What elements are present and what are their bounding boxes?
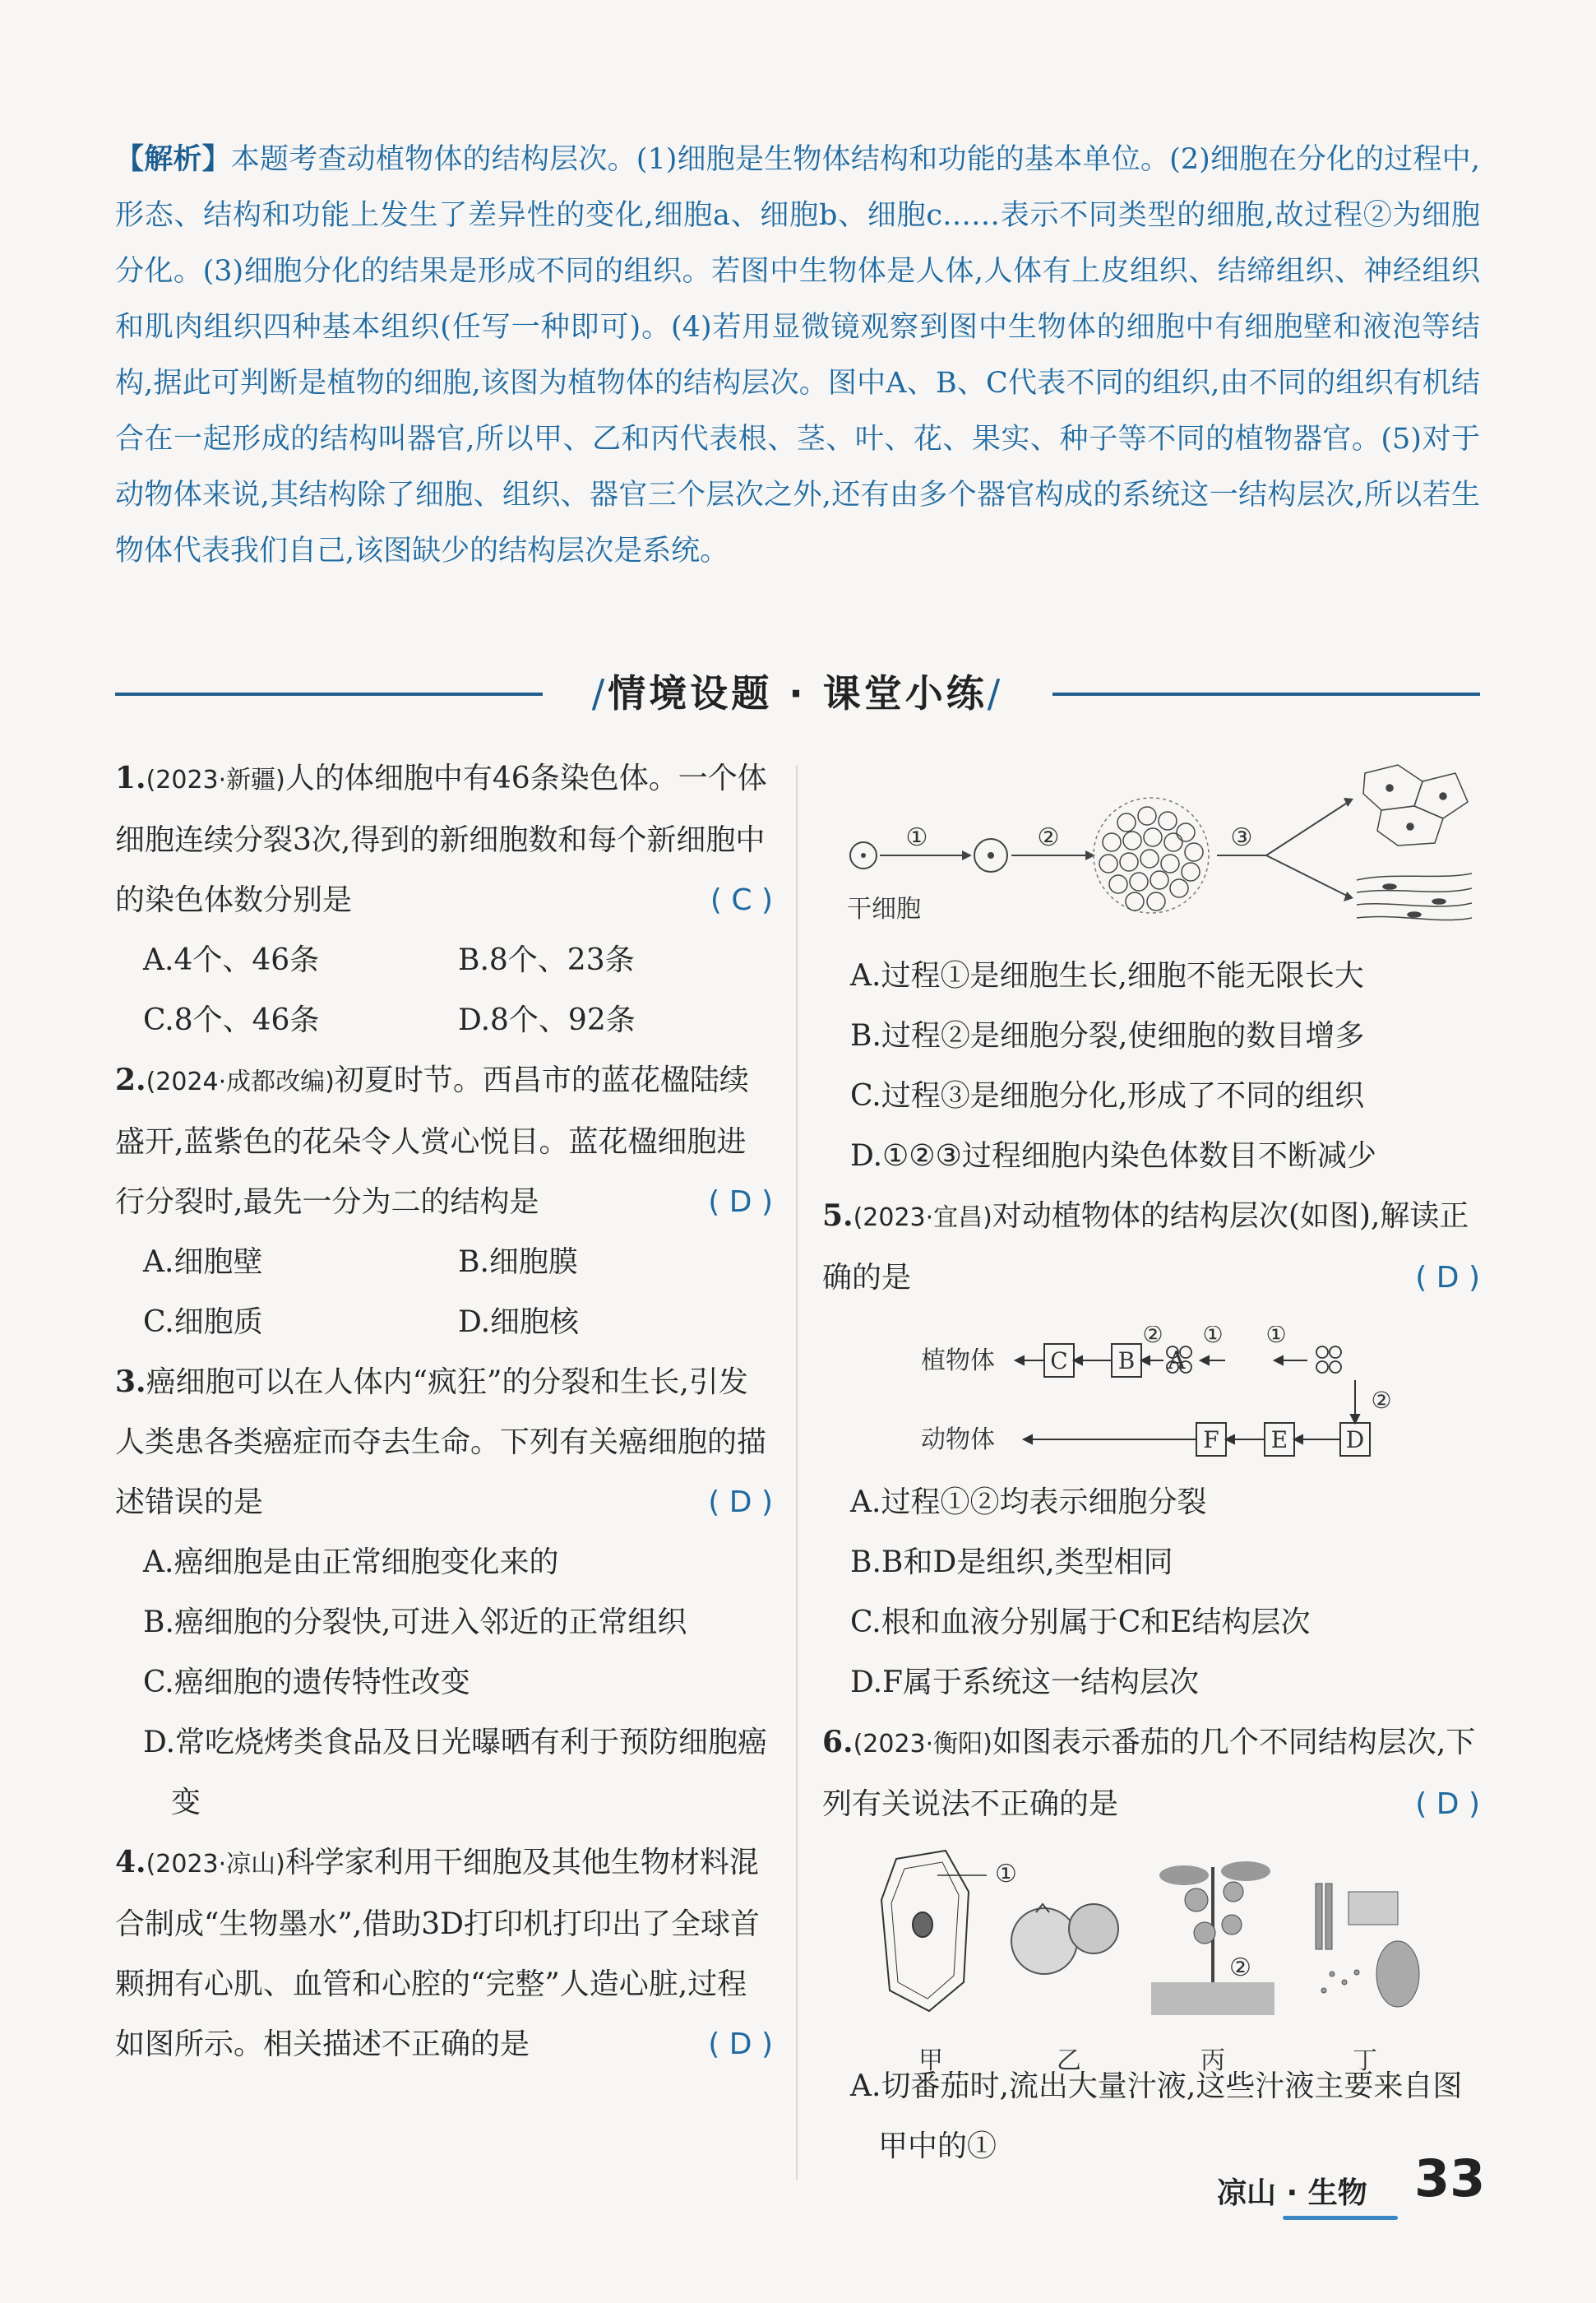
question-2 <box>115 1050 773 1352</box>
option-c: C.过程③是细胞分化,形成了不同的组织 <box>850 1079 1365 1113</box>
footer-subject: 凉山 · 生物 <box>1217 2176 1367 2210</box>
hierarchy-figure <box>921 1326 1431 1482</box>
mark-2: ② <box>1229 1953 1251 1982</box>
option-d: D.8个、92条 <box>458 1003 636 1037</box>
box-c: C <box>1050 1347 1068 1374</box>
section-rule-left <box>115 693 543 696</box>
option-a: A.癌细胞是由正常细胞变化来的 <box>143 1545 559 1579</box>
option-c: C.根和血液分别属于C和E结构层次 <box>850 1606 1311 1639</box>
options-row <box>115 1232 773 1292</box>
question-stem: 初夏时节。西昌市的蓝花楹陆续盛开,蓝紫色的花朵令人赏心悦目。蓝花楹细胞进行分裂时,最先一分为二的结构是 <box>115 1063 749 1219</box>
question-number: 3. <box>115 1365 146 1399</box>
stem-cell-figure <box>847 757 1472 946</box>
animal-label: 动物体 <box>921 1425 995 1454</box>
section-slash-right: / <box>987 671 1004 716</box>
analysis-block <box>115 132 1480 579</box>
option-c: C.细胞质 <box>143 1305 263 1339</box>
question-source: (2024·成都改编) <box>146 1068 335 1096</box>
question-5 <box>822 1186 1480 1308</box>
question-number: 6. <box>822 1725 854 1759</box>
page-number: 33 <box>1414 2148 1486 2208</box>
left-column <box>115 748 773 2074</box>
option-d: D.F属于系统这一结构层次 <box>850 1666 1200 1699</box>
option-d: D.①②③过程细胞内染色体数目不断减少 <box>850 1139 1376 1173</box>
question-stem: 癌细胞可以在人体内“疯狂”的分裂和生长,引发人类患各类癌症而夺去生命。下列有关癌细胞的描述错误的是 <box>115 1365 767 1519</box>
section-title-text: 情境设题 · 课堂小练 <box>608 671 988 716</box>
step-1-label: ① <box>905 823 928 852</box>
option-a: A.4个、46条 <box>143 943 320 977</box>
epithelial-tissue <box>1363 765 1468 846</box>
question-source: (2023·凉山) <box>146 1850 285 1879</box>
question-number: 1. <box>115 761 146 795</box>
options-row <box>115 1292 773 1352</box>
question-source: (2023·宜昌) <box>853 1203 992 1232</box>
question-number: 5. <box>822 1198 854 1233</box>
question-stem: 科学家利用干细胞及其他生物材料混合制成“生物墨水”,借助3D打印机打印出了全球首颗拥有心肌、血管和心腔的“完整”人造心脏,过程如图所示。相关描述不正确的是 <box>115 1846 761 2061</box>
step-1-mark-b: ① <box>1265 1326 1287 1348</box>
question-number: 2. <box>115 1063 146 1097</box>
step-3-label: ③ <box>1230 823 1253 852</box>
cell-cluster <box>1094 798 1209 913</box>
option-a: A.切番茄时,流出大量汁液,这些汁液主要来自图甲中的① <box>850 2069 1463 2163</box>
option-a: A.过程①是细胞生长,细胞不能无限长大 <box>850 959 1364 993</box>
question-3 <box>115 1352 773 1833</box>
label-bing: 丙 <box>1200 2046 1225 2075</box>
question-6 <box>822 1712 1480 1834</box>
question-stem: 对动植物体的结构层次(如图),解读正确的是 <box>822 1199 1469 1295</box>
step-2-label: ② <box>1037 823 1060 852</box>
question-number: 4. <box>115 1845 146 1879</box>
analysis-tag: 【解析】 <box>115 143 231 176</box>
options-row <box>115 990 773 1050</box>
tomato-yi <box>1011 1904 1118 1974</box>
plant-label: 植物体 <box>921 1346 995 1375</box>
footer-accent-bar <box>1283 2216 1398 2220</box>
tissue-ding <box>1316 1884 1419 2007</box>
option-b: B.过程②是细胞分裂,使细胞的数目增多 <box>850 1019 1365 1053</box>
mark-1: ① <box>995 1860 1017 1888</box>
step-1-mark: ① <box>1202 1326 1224 1348</box>
section-title <box>543 665 1052 722</box>
options-row <box>115 930 773 990</box>
muscle-tissue <box>1357 873 1472 920</box>
step-2-mark: ② <box>1142 1326 1163 1348</box>
cell-jia <box>881 1851 987 2011</box>
column-divider <box>796 765 798 2180</box>
option-c: C.癌细胞的遗传特性改变 <box>143 1666 470 1699</box>
question-source: (2023·衡阳) <box>853 1730 992 1759</box>
label-yi: 乙 <box>1057 2046 1081 2075</box>
question-source: (2023·新疆) <box>146 766 285 795</box>
box-b: B <box>1117 1347 1136 1374</box>
plant-bing <box>1151 1861 1274 2015</box>
option-a: A.过程①②均表示细胞分裂 <box>850 1485 1207 1519</box>
section-slash-left: / <box>591 671 608 716</box>
answer-mark: ( D ) <box>1415 1261 1480 1295</box>
answer-mark: ( D ) <box>708 1485 773 1519</box>
question-stem: 如图表示番茄的几个不同结构层次,下列有关说法不正确的是 <box>822 1726 1476 1821</box>
option-a: A.细胞壁 <box>143 1245 263 1279</box>
question-stem: 人的体细胞中有46条染色体。一个体细胞连续分裂3次,得到的新细胞数和每个新细胞中的染色体数分别是 <box>115 762 767 917</box>
option-d: D.细胞核 <box>458 1305 580 1339</box>
stem-cell-label: 干细胞 <box>847 895 921 924</box>
option-b: B.细胞膜 <box>458 1245 578 1279</box>
box-e: E <box>1270 1426 1288 1453</box>
answer-mark: ( D ) <box>708 2027 773 2061</box>
answer-mark: ( D ) <box>1415 1787 1480 1821</box>
option-b: B.癌细胞的分裂快,可进入邻近的正常组织 <box>143 1606 687 1639</box>
label-a: A <box>1168 1346 1186 1375</box>
section-rule-right <box>1052 693 1480 696</box>
option-d: D.常吃烧烤类食品及日光曝晒有利于预防细胞癌变 <box>143 1726 768 1819</box>
answer-mark: ( D ) <box>708 1185 773 1219</box>
question-4 <box>115 1833 773 2074</box>
box-d: D <box>1345 1426 1365 1453</box>
question-1 <box>115 748 773 1050</box>
label-ding: 丁 <box>1353 2046 1377 2075</box>
option-c: C.8个、46条 <box>143 1003 320 1037</box>
answer-mark: ( C ) <box>710 883 773 917</box>
label-jia: 甲 <box>918 2046 943 2075</box>
option-b: B.8个、23条 <box>458 943 635 977</box>
step-2-mark-b: ② <box>1371 1387 1392 1414</box>
option-b: B.B和D是组织,类型相同 <box>850 1545 1173 1579</box>
box-f: F <box>1203 1426 1219 1453</box>
tomato-figure <box>872 1834 1447 2081</box>
analysis-text: 本题考查动植物体的结构层次。(1)细胞是生物体结构和功能的基本单位。(2)细胞在分化的过程中,形态、结构和功能上发生了差异性的变化,细胞a、细胞b、细胞c……表示不同类型的细胞,故过程②为细胞分化。(3)细胞分化的结果是形成不同的组织。若图中生物体是人体,人体有上皮组织、结缔组织、神经组织和肌肉组织四种基本组织(任写一种即可)。(4)若用显微镜观察到图中生物体的细胞中有细胞壁和液泡等结构,据此可判断是植物的细胞,该图为植物体的结构层次。图中A、B、C代表不同的组织,由不同的组织有机结合在一起形成的结构叫器官,所以甲、乙和丙代表根、茎、叶、花、果实、种子等不同的植物器官。(5)对于动物体来说,其结构除了细胞、组织、器官三个层次之外,还有由多个器官构成的系统这一结构层次,所以若生物体代表我们自己,该图缺少的结构层次是系统。 <box>115 143 1480 568</box>
